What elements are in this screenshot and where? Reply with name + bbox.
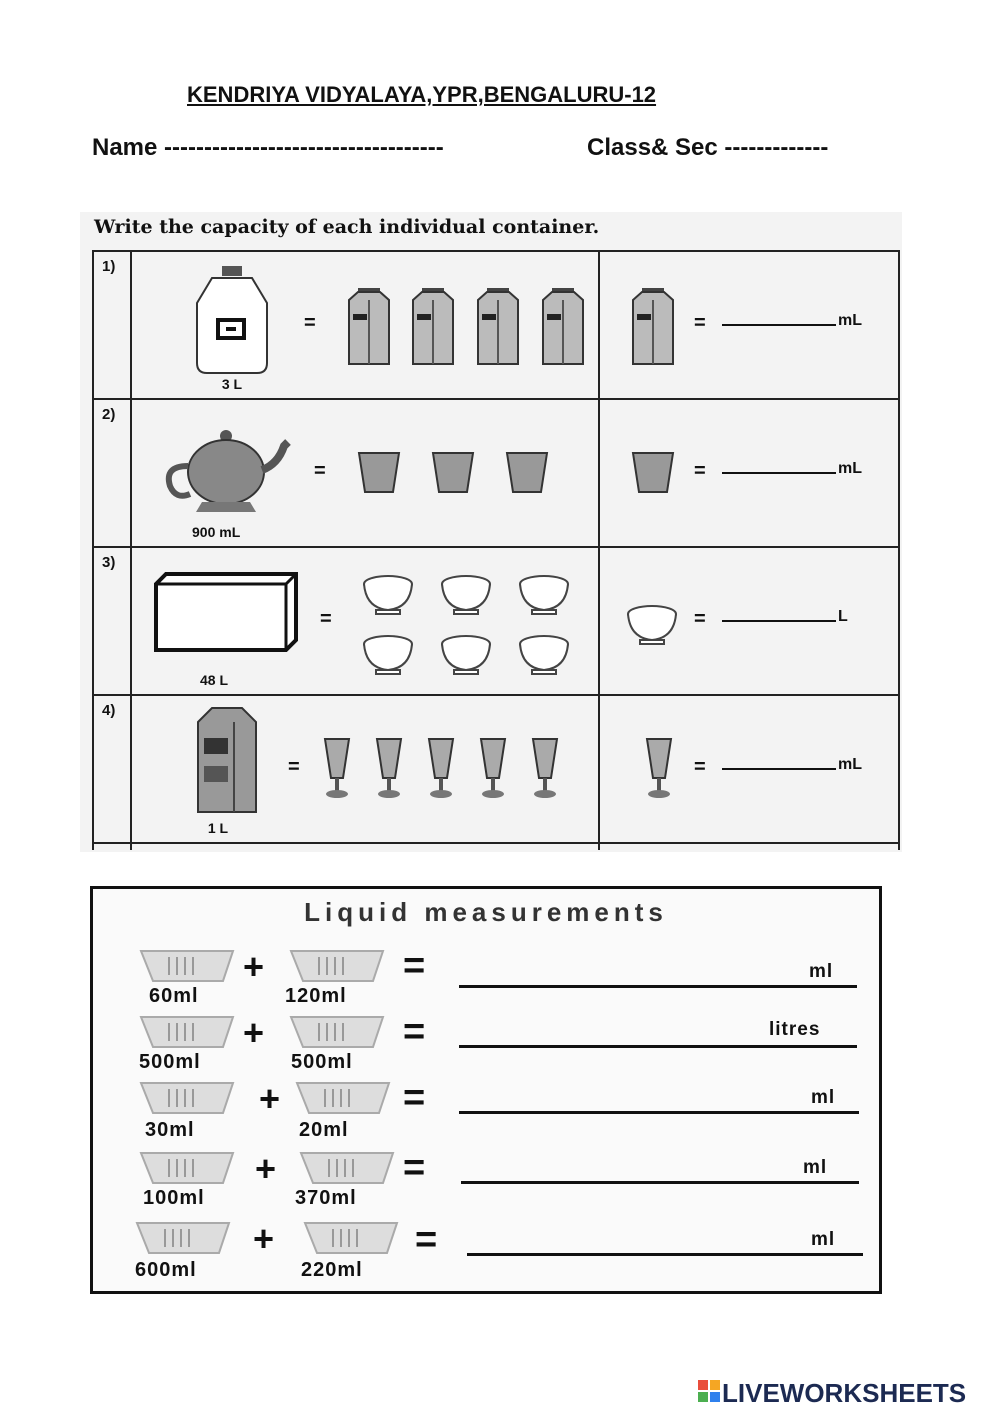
carton-icon <box>408 286 458 366</box>
measuring-cup-icon <box>139 947 235 983</box>
answer-unit: ml <box>809 961 834 982</box>
answer-blank[interactable] <box>459 1045 857 1048</box>
equals-sign: = <box>304 312 316 334</box>
equals-sign: = <box>288 756 300 778</box>
teapot-icon <box>162 408 292 518</box>
school-title: KENDRIYA VIDYALAYA,YPR,BENGALURU-12 <box>187 82 657 107</box>
tall-glass-icon <box>530 736 560 800</box>
cup-icon <box>430 450 476 494</box>
answer-blank[interactable] <box>722 472 836 474</box>
measuring-cup-icon <box>289 1013 385 1049</box>
milk-jug-icon <box>182 260 322 375</box>
carton-icon <box>538 286 588 366</box>
answer-blank[interactable] <box>722 768 836 770</box>
tall-glass-icon <box>322 736 352 800</box>
measuring-cup-icon <box>289 947 385 983</box>
question-number: 2) <box>102 406 116 423</box>
capacity-row <box>92 250 900 398</box>
answer-unit: L <box>838 608 848 625</box>
capacity-table <box>92 250 900 850</box>
capacity-label: 3 L <box>221 376 243 392</box>
answer-blank[interactable] <box>459 1111 859 1114</box>
equals-sign: = <box>314 460 326 482</box>
equals-sign: = <box>403 1147 426 1189</box>
plus-sign: + <box>243 946 265 987</box>
answer-unit: ml <box>811 1229 836 1250</box>
tall-glass-icon <box>426 736 456 800</box>
brand-name: LIVEWORKSHEETS <box>722 1378 967 1408</box>
measurement-row <box>93 947 879 1011</box>
quantity-b: 120ml <box>285 985 347 1007</box>
quantity-b: 500ml <box>291 1051 353 1073</box>
capacity-row <box>92 694 900 842</box>
equals-sign: = <box>403 945 426 987</box>
answer-blank[interactable] <box>722 620 836 622</box>
juice-carton-icon <box>188 704 268 814</box>
equals-sign: = <box>694 312 706 334</box>
carton-icon <box>344 286 394 366</box>
answer-unit: litres <box>769 1019 821 1040</box>
tall-glass-icon <box>374 736 404 800</box>
answer-unit: ml <box>811 1087 836 1108</box>
question-number: 3) <box>102 554 116 571</box>
tall-glass-icon <box>644 736 674 800</box>
quantity-a: 100ml <box>143 1187 205 1209</box>
equals-sign: = <box>694 608 706 630</box>
equals-sign: = <box>403 1011 426 1053</box>
measuring-cup-icon <box>303 1219 399 1255</box>
liquid-measurements-exercise <box>90 886 882 1294</box>
bowl-icon <box>360 632 416 676</box>
carton-container <box>188 704 268 836</box>
bowl-icon <box>438 572 494 616</box>
bowl-icon <box>516 632 572 676</box>
quantity-b: 370ml <box>295 1187 357 1209</box>
class-section-field-label: Class& Sec ------------- <box>587 134 829 161</box>
answer-blank[interactable] <box>467 1253 863 1256</box>
measuring-cup-icon <box>295 1079 391 1115</box>
table-divider <box>92 842 900 844</box>
answer-unit: mL <box>838 756 862 773</box>
cup-icon <box>630 450 676 494</box>
bowl-icon <box>624 602 680 646</box>
equals-sign: = <box>694 460 706 482</box>
measurement-row <box>93 1079 879 1143</box>
tall-glass-icon <box>478 736 508 800</box>
measuring-cup-icon <box>139 1013 235 1049</box>
quantity-a: 60ml <box>149 985 199 1007</box>
tank-container <box>150 556 300 688</box>
plus-sign: + <box>255 1148 277 1189</box>
capacity-row <box>92 546 900 694</box>
carton-icon <box>473 286 523 366</box>
teapot-container <box>162 408 302 540</box>
measurement-row <box>93 1149 879 1213</box>
capacity-label: 1 L <box>207 820 229 836</box>
plus-sign: + <box>243 1012 265 1053</box>
capacity-row <box>92 398 900 546</box>
measuring-cup-icon <box>299 1149 395 1185</box>
cup-icon <box>504 450 550 494</box>
answer-blank[interactable] <box>722 324 836 326</box>
carton-icon <box>628 286 678 366</box>
capacity-exercise <box>80 212 902 852</box>
quantity-b: 220ml <box>301 1259 363 1281</box>
answer-unit: mL <box>838 460 862 477</box>
measuring-cup-icon <box>135 1219 231 1255</box>
measuring-cup-icon <box>139 1079 235 1115</box>
measurement-row <box>93 1013 879 1077</box>
equals-sign: = <box>403 1077 426 1119</box>
answer-unit: mL <box>838 312 862 329</box>
question-number: 1) <box>102 258 116 275</box>
answer-blank[interactable] <box>461 1181 859 1184</box>
plus-sign: + <box>259 1078 281 1119</box>
question-number: 4) <box>102 702 116 719</box>
answer-unit: ml <box>803 1157 828 1178</box>
quantity-b: 20ml <box>299 1119 349 1141</box>
quantity-a: 30ml <box>145 1119 195 1141</box>
liveworksheets-logo-icon <box>698 1380 720 1402</box>
plus-sign: + <box>253 1218 275 1259</box>
capacity-label: 900 mL <box>192 524 241 540</box>
capacity-instruction: Write the capacity of each individual container. <box>94 216 600 238</box>
fish-tank-icon <box>150 556 300 666</box>
bowl-icon <box>360 572 416 616</box>
equals-sign: = <box>320 608 332 630</box>
liquid-measurements-title: Liquid measurements <box>304 897 668 927</box>
capacity-label: 48 L <box>200 672 229 688</box>
answer-blank[interactable] <box>459 985 857 988</box>
cup-icon <box>356 450 402 494</box>
bowl-icon <box>438 632 494 676</box>
jug-container <box>182 260 322 392</box>
name-field-label: Name ----------------------------------- <box>92 134 444 161</box>
measurement-row <box>93 1219 879 1283</box>
quantity-a: 600ml <box>135 1259 197 1281</box>
bowl-icon <box>516 572 572 616</box>
quantity-a: 500ml <box>139 1051 201 1073</box>
equals-sign: = <box>415 1219 438 1261</box>
equals-sign: = <box>694 756 706 778</box>
measuring-cup-icon <box>139 1149 235 1185</box>
